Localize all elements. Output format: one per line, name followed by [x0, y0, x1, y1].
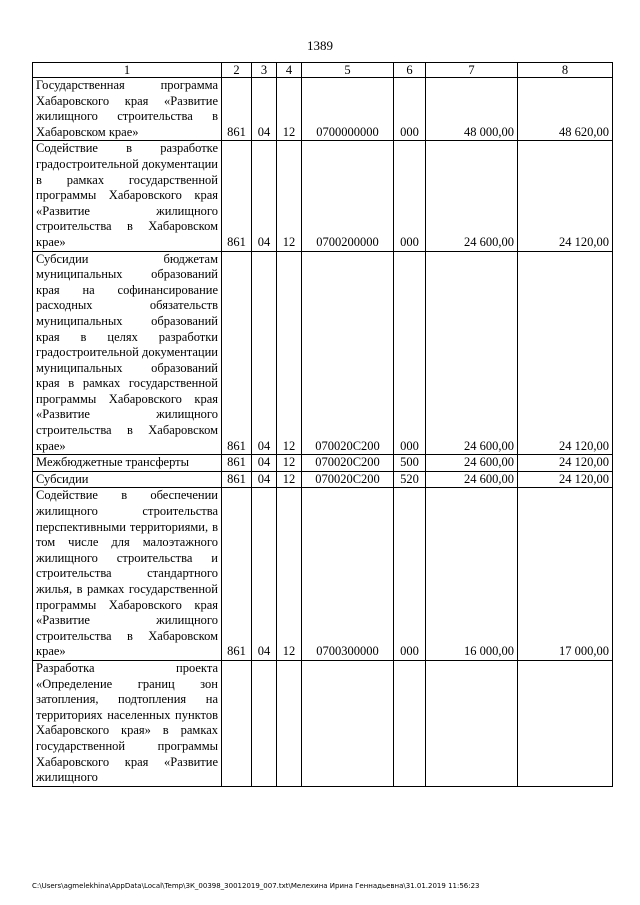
- cell-c7: [426, 660, 518, 786]
- header-cell: 2: [222, 63, 252, 78]
- cell-c5: 0700200000: [302, 141, 394, 251]
- cell-c4: [277, 660, 302, 786]
- cell-c8: [518, 660, 613, 786]
- cell-c4: 12: [277, 78, 302, 141]
- cell-c6: [394, 660, 426, 786]
- cell-c4: 12: [277, 251, 302, 455]
- cell-c8: 24 120,00: [518, 455, 613, 472]
- cell-c6: 500: [394, 455, 426, 472]
- row-name-cell: Содействие в разработке градостроительной документации в рамках государственной программы Хабаровского края «Развитие жилищного строительства в Хабаровском крае»: [33, 141, 222, 251]
- table-row: [33, 455, 613, 472]
- cell-c2: 861: [222, 455, 252, 472]
- budget-table: [32, 62, 613, 787]
- cell-c3: 04: [252, 141, 277, 251]
- row-name-cell: Межбюджетные трансферты: [33, 455, 222, 472]
- cell-c3: 04: [252, 488, 277, 661]
- row-name-cell: Содействие в обеспечении жилищного строительства перспективными территориями, в том числе для малоэтажного жилищного строительства и строительства стандартного жилья, в рамках государственной программы Хабаровского края «Развитие жилищного строительства в Хабаровском крае»: [33, 488, 222, 661]
- cell-c2: 861: [222, 141, 252, 251]
- row-name-cell: Разработка проекта «Определение границ зон затопления, подтопления на территориях населенных пунктов Хабаровского края» в рамках государственной программы Хабаровского края «Развитие жилищного: [33, 660, 222, 786]
- table-row: [33, 660, 613, 786]
- cell-c7: 24 600,00: [426, 251, 518, 455]
- header-cell: 5: [302, 63, 394, 78]
- cell-c2: [222, 660, 252, 786]
- cell-c2: 861: [222, 471, 252, 488]
- cell-c7: 24 600,00: [426, 141, 518, 251]
- cell-c5: 0700000000: [302, 78, 394, 141]
- row-name-cell: Субсидии: [33, 471, 222, 488]
- cell-c4: 12: [277, 488, 302, 661]
- row-name-cell: Субсидии бюджетам муниципальных образований края на софинансирование расходных обязательств муниципальных образований края в целях разработки градостроительной документации муниципальных образований края в рамках государственной программы Хабаровского края «Развитие жилищного строительства в Хабаровском крае»: [33, 251, 222, 455]
- cell-c5: 0700300000: [302, 488, 394, 661]
- cell-c8: 24 120,00: [518, 471, 613, 488]
- cell-c8: 17 000,00: [518, 488, 613, 661]
- cell-c3: 04: [252, 251, 277, 455]
- cell-c5: 070020С200: [302, 455, 394, 472]
- page-number: 1389: [307, 38, 333, 53]
- table-row: [33, 251, 613, 455]
- cell-c4: 12: [277, 455, 302, 472]
- cell-c5: 070020С200: [302, 251, 394, 455]
- cell-c7: 24 600,00: [426, 455, 518, 472]
- table-row: [33, 78, 613, 141]
- cell-c2: 861: [222, 251, 252, 455]
- header-cell: 7: [426, 63, 518, 78]
- header-cell: 6: [394, 63, 426, 78]
- cell-c2: 861: [222, 488, 252, 661]
- cell-c3: 04: [252, 78, 277, 141]
- header-cell: 1: [33, 63, 222, 78]
- cell-c7: 48 000,00: [426, 78, 518, 141]
- cell-c6: 000: [394, 251, 426, 455]
- cell-c4: 12: [277, 471, 302, 488]
- table-row: [33, 471, 613, 488]
- cell-c6: 520: [394, 471, 426, 488]
- table-row: [33, 141, 613, 251]
- table-row: [33, 488, 613, 661]
- file-path-footer: C:\Users\agmelekhina\AppData\Local\Temp\ЗК_00398_30012019_007.txt\Мелехина Ирина Геннадьевна\31.01.2019 11:56:23: [32, 882, 480, 890]
- header-cell: 4: [277, 63, 302, 78]
- cell-c4: 12: [277, 141, 302, 251]
- row-name-cell: Государственная программа Хабаровского края «Развитие жилищного строительства в Хабаровском крае»: [33, 78, 222, 141]
- cell-c8: 24 120,00: [518, 141, 613, 251]
- cell-c8: 24 120,00: [518, 251, 613, 455]
- header-cell: 8: [518, 63, 613, 78]
- cell-c2: 861: [222, 78, 252, 141]
- cell-c7: 16 000,00: [426, 488, 518, 661]
- table-header-row: [33, 63, 613, 78]
- cell-c6: 000: [394, 488, 426, 661]
- cell-c7: 24 600,00: [426, 471, 518, 488]
- cell-c5: [302, 660, 394, 786]
- cell-c5: 070020С200: [302, 471, 394, 488]
- cell-c3: [252, 660, 277, 786]
- cell-c6: 000: [394, 141, 426, 251]
- cell-c3: 04: [252, 455, 277, 472]
- cell-c8: 48 620,00: [518, 78, 613, 141]
- header-cell: 3: [252, 63, 277, 78]
- cell-c6: 000: [394, 78, 426, 141]
- cell-c3: 04: [252, 471, 277, 488]
